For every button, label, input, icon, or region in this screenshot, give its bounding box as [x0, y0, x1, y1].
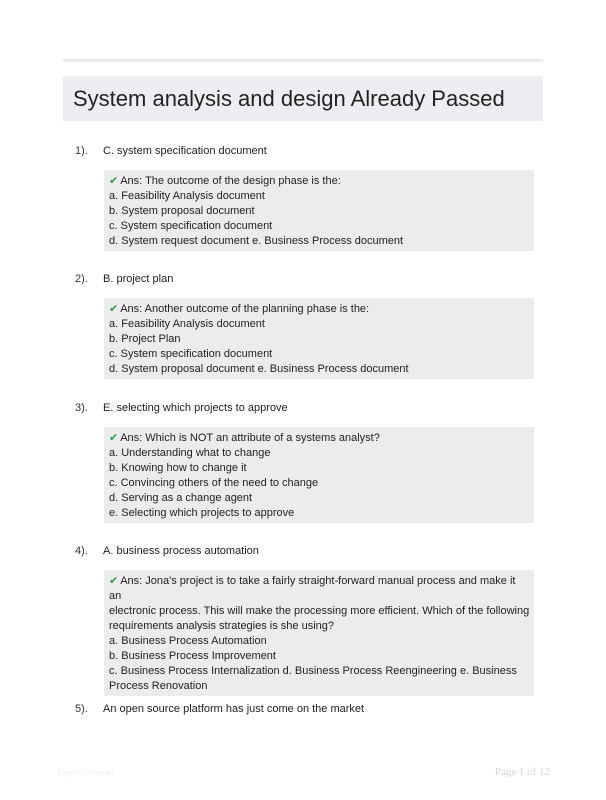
answer-prompt-line: requirements analysis strategies is she using?: [109, 620, 335, 632]
question-answer-label: E. selecting which projects to approve: [103, 402, 288, 414]
document-title: System analysis and design Already Passed: [73, 86, 505, 111]
answer-prompt: Ans: Which is NOT an attribute of a systems analyst?: [120, 432, 380, 444]
question-number: 3).: [75, 402, 88, 414]
answer-option: c. Business Process Internalization d. Business Process Reengineering e. Business: [109, 665, 517, 677]
question-answer-label: An open source platform has just come on the market: [103, 703, 365, 715]
page-number: Page 1 of 12: [494, 766, 550, 778]
checkmark-icon: ✔: [109, 431, 119, 444]
answer-prompt-line: [109, 173, 530, 189]
checkmark-icon: ✔: [109, 302, 119, 315]
question-number: 5).: [75, 703, 88, 715]
answer-prompt: Ans: The outcome of the design phase is the:: [120, 175, 341, 187]
answer-option: b. System proposal document: [109, 205, 255, 217]
answer-box: [104, 298, 534, 379]
answer-option: c. Convincing others of the need to change: [109, 477, 319, 489]
answer-option: b. Business Process Improvement: [109, 650, 276, 662]
answer-option: a. Feasibility Analysis document: [109, 318, 265, 330]
question-number: 1).: [75, 145, 88, 157]
answer-prompt-line: [109, 301, 530, 317]
answer-option: c. System specification document: [109, 220, 273, 232]
checkmark-icon: ✔: [109, 174, 119, 187]
answer-option: a. Business Process Automation: [109, 635, 267, 647]
question-answer-label: A. business process automation: [103, 545, 259, 557]
answer-option: c. System specification document: [109, 348, 273, 360]
question-number: 2).: [75, 273, 88, 285]
answer-box: [104, 570, 534, 696]
answer-prompt-line: [109, 430, 530, 446]
answer-option: Process Renovation: [109, 680, 208, 692]
title-banner: [63, 76, 543, 121]
answer-option: d. Serving as a change agent: [109, 492, 253, 504]
question-answer-label: C. system specification document: [103, 145, 267, 157]
answer-option: b. Project Plan: [109, 333, 181, 345]
answer-option: a. Feasibility Analysis document: [109, 190, 265, 202]
answer-prompt: Ans: Another outcome of the planning phase is the:: [120, 303, 370, 315]
checkmark-icon: ✔: [109, 574, 119, 587]
answer-prompt-line: electronic process. This will make the processing more efficient. Which of the following: [109, 605, 530, 617]
answer-option: b. Knowing how to change it: [109, 462, 247, 474]
answer-option: e. Selecting which projects to approve: [109, 507, 295, 519]
answer-box: [104, 170, 534, 251]
question-number: 4).: [75, 545, 88, 557]
top-divider: [63, 59, 543, 62]
answer-prompt-line: [109, 573, 530, 604]
answer-option: a. Understanding what to change: [109, 447, 271, 459]
footer-site-watermark: PaperStitic.com: [57, 767, 115, 777]
answer-option: d. System proposal document e. Business Process document: [109, 363, 409, 375]
question-answer-label: B. project plan: [103, 273, 174, 285]
answer-option: d. System request document e. Business Process document: [109, 235, 404, 247]
answer-prompt: Ans: Jona's project is to take a fairly straight-forward manual process and make it an: [109, 575, 516, 602]
answer-box: [104, 427, 534, 523]
